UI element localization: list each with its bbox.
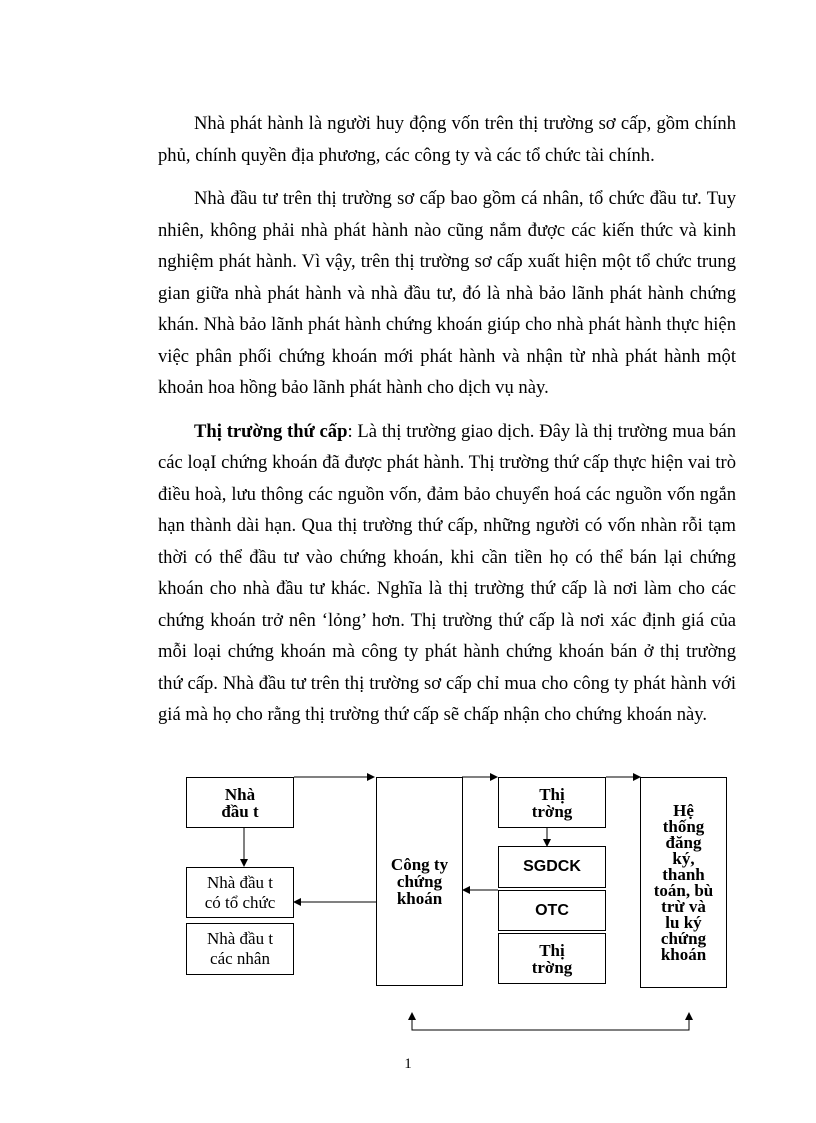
box-company-label: Công ty chứng khoán bbox=[390, 855, 449, 908]
box-securities-company bbox=[376, 777, 463, 986]
page-number: 1 bbox=[404, 1056, 412, 1072]
box-settlement-system bbox=[640, 777, 727, 988]
box-sgdck bbox=[498, 846, 606, 888]
box-institutional-investor bbox=[186, 867, 294, 918]
box-institutional-label: Nhà đầu t có tổ chức bbox=[204, 872, 276, 912]
body-text bbox=[158, 108, 736, 743]
box-individual-label: Nhà đầu t các nhân bbox=[206, 929, 274, 968]
box-system-label: Hệ thống đăng ký, thanh toán, bù trừ và lu ký chứng khoán bbox=[653, 800, 714, 964]
box-otc bbox=[498, 890, 606, 931]
box-market-bottom bbox=[498, 933, 606, 984]
paragraph-secondary-market bbox=[158, 416, 736, 731]
paragraph-issuer: Nhà phát hành là người huy động vốn trên thị trường sơ cấp, gồm chính phủ, chính quyền địa phương, các công ty và các tổ chức tài chính. bbox=[158, 113, 736, 166]
paragraph-investor: Nhà đầu tư trên thị trường sơ cấp bao gồm cá nhân, tổ chức đầu tư. Tuy nhiên, không phải nhà phát hành nào cũng nắm được các kiến thức và kinh nghiệm phát hành. Vì vậy, trên thị trường sơ cấp xuất hiện một tổ chức trung gian giữa nhà phát hành và nhà đầu tư, đó là nhà bảo lãnh phát hành chứng khán. Nhà bảo lãnh phát hành chứng khoán giúp cho nhà phát hành thực hiện việc phân phối chứng khoán mới phát hành và nhận từ nhà phát hành một khoản hoa hồng bảo lãnh phát hành cho dịch vụ này. bbox=[158, 188, 736, 398]
term-secondary-market: Thị trường thứ cấp bbox=[194, 420, 348, 442]
box-investor bbox=[186, 777, 294, 828]
bottom-return-path bbox=[412, 1014, 689, 1030]
box-sgdck-label: SGDCK bbox=[523, 858, 581, 875]
box-investor-label: Nhà đầu t bbox=[221, 784, 259, 821]
box-otc-label: OTC bbox=[535, 901, 569, 919]
box-market-bottom-label: Thị trờng bbox=[531, 940, 573, 977]
box-market-top-label: Thị trờng bbox=[531, 784, 573, 821]
term-separator: : bbox=[347, 420, 353, 442]
box-market-top bbox=[498, 777, 606, 828]
box-individual-investor bbox=[186, 923, 294, 975]
secondary-market-body: Là thị trường giao dịch. Đây là thị trường mua bán các loạI chứng khoán đã được phát hành. Thị trường thứ cấp thực hiện vai trò điều hoà, lưu thông các nguồn vốn, đảm bảo chuyển hoá các nguồn vốn ngắn hạn thành dài hạn. Qua thị trường thứ cấp, những người có vốn nhàn rỗi tạm thời có thể đầu tư vào chứng khoán, khi cần tiền họ có thể bán lại chứng khoán cho nhà đầu tư khác. Nghĩa là thị trường thứ cấp là nơi làm cho các chứng khoán trở nên ‘lỏng’ hơn. Thị trường thứ cấp là nơi xác định giá của mỗi loại chứng khoán mà công ty phát hành chứng khoán bán ở thị trường thứ cấp. Nhà đầu tư trên thị trường sơ cấp chỉ mua cho công ty phát hành với giá mà họ cho rằng thị trường thứ cấp sẽ chấp nhận cho chứng khoán này. bbox=[158, 420, 736, 725]
